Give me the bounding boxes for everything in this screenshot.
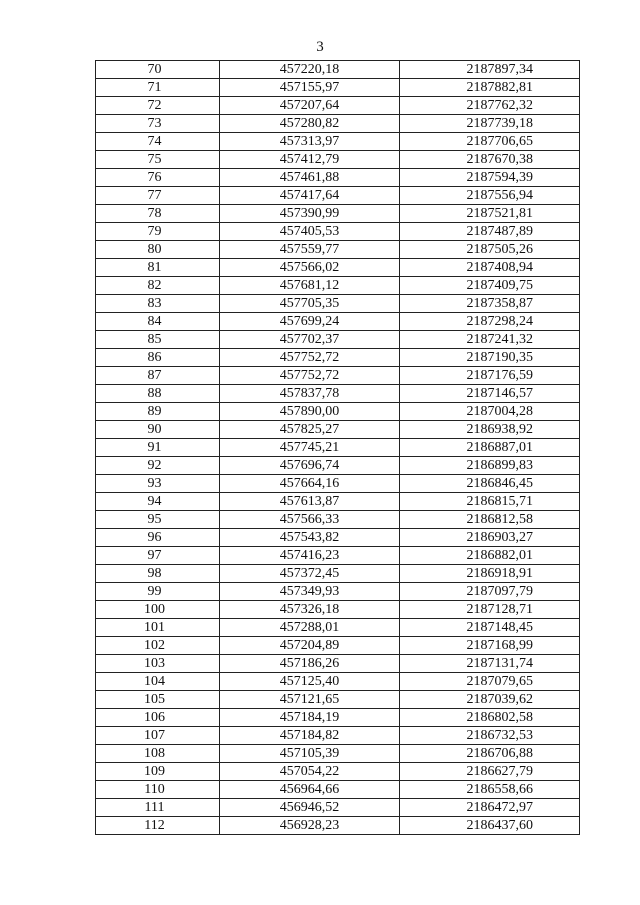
point-number-cell: 80 — [96, 241, 220, 259]
x-coordinate-cell: 456928,23 — [220, 817, 400, 835]
point-number-cell: 103 — [96, 655, 220, 673]
x-coordinate-cell: 457220,18 — [220, 61, 400, 79]
table-row — [96, 457, 580, 475]
y-coordinate-cell: 2186918,91 — [400, 565, 580, 583]
x-coordinate-cell: 456964,66 — [220, 781, 400, 799]
x-coordinate-cell: 457288,01 — [220, 619, 400, 637]
y-coordinate-cell: 2186812,58 — [400, 511, 580, 529]
table-row — [96, 673, 580, 691]
y-coordinate-cell: 2187556,94 — [400, 187, 580, 205]
point-number-cell: 77 — [96, 187, 220, 205]
x-coordinate-cell: 457184,19 — [220, 709, 400, 727]
y-coordinate-cell: 2187594,39 — [400, 169, 580, 187]
table-row — [96, 223, 580, 241]
y-coordinate-cell: 2187897,34 — [400, 61, 580, 79]
table-row — [96, 331, 580, 349]
page-number: 3 — [316, 39, 324, 55]
table-row — [96, 421, 580, 439]
y-coordinate-cell: 2187128,71 — [400, 601, 580, 619]
y-coordinate-cell: 2187097,79 — [400, 583, 580, 601]
y-coordinate-cell: 2186627,79 — [400, 763, 580, 781]
table-row — [96, 187, 580, 205]
x-coordinate-cell: 457559,77 — [220, 241, 400, 259]
x-coordinate-cell: 457613,87 — [220, 493, 400, 511]
y-coordinate-cell: 2186472,97 — [400, 799, 580, 817]
table-row — [96, 133, 580, 151]
table-row — [96, 205, 580, 223]
x-coordinate-cell: 457313,97 — [220, 133, 400, 151]
table-row — [96, 97, 580, 115]
y-coordinate-cell: 2186846,45 — [400, 475, 580, 493]
point-number-cell: 87 — [96, 367, 220, 385]
table-row — [96, 475, 580, 493]
point-number-cell: 109 — [96, 763, 220, 781]
y-coordinate-cell: 2187408,94 — [400, 259, 580, 277]
x-coordinate-cell: 457705,35 — [220, 295, 400, 313]
point-number-cell: 83 — [96, 295, 220, 313]
point-number-cell: 91 — [96, 439, 220, 457]
point-number-cell: 108 — [96, 745, 220, 763]
table-row — [96, 781, 580, 799]
x-coordinate-cell: 457825,27 — [220, 421, 400, 439]
point-number-cell: 79 — [96, 223, 220, 241]
x-coordinate-cell: 457699,24 — [220, 313, 400, 331]
x-coordinate-cell: 457681,12 — [220, 277, 400, 295]
y-coordinate-cell: 2186437,60 — [400, 817, 580, 835]
y-coordinate-cell: 2187409,75 — [400, 277, 580, 295]
y-coordinate-cell: 2187882,81 — [400, 79, 580, 97]
table-row — [96, 727, 580, 745]
y-coordinate-cell: 2187039,62 — [400, 691, 580, 709]
x-coordinate-cell: 457186,26 — [220, 655, 400, 673]
point-number-cell: 106 — [96, 709, 220, 727]
x-coordinate-cell: 457461,88 — [220, 169, 400, 187]
x-coordinate-cell: 457566,02 — [220, 259, 400, 277]
y-coordinate-cell: 2187148,45 — [400, 619, 580, 637]
x-coordinate-cell: 457416,23 — [220, 547, 400, 565]
y-coordinate-cell: 2186887,01 — [400, 439, 580, 457]
point-number-cell: 93 — [96, 475, 220, 493]
point-number-cell: 101 — [96, 619, 220, 637]
point-number-cell: 70 — [96, 61, 220, 79]
y-coordinate-cell: 2186815,71 — [400, 493, 580, 511]
point-number-cell: 75 — [96, 151, 220, 169]
table-row — [96, 151, 580, 169]
y-coordinate-cell: 2186802,58 — [400, 709, 580, 727]
table-row — [96, 619, 580, 637]
table-row — [96, 529, 580, 547]
y-coordinate-cell: 2187168,99 — [400, 637, 580, 655]
table-row — [96, 115, 580, 133]
y-coordinate-cell: 2186903,27 — [400, 529, 580, 547]
y-coordinate-cell: 2187706,65 — [400, 133, 580, 151]
point-number-cell: 107 — [96, 727, 220, 745]
y-coordinate-cell: 2186558,66 — [400, 781, 580, 799]
point-number-cell: 110 — [96, 781, 220, 799]
point-number-cell: 85 — [96, 331, 220, 349]
table-row — [96, 349, 580, 367]
table-row — [96, 763, 580, 781]
table-row — [96, 61, 580, 79]
x-coordinate-cell: 457349,93 — [220, 583, 400, 601]
point-number-cell: 89 — [96, 403, 220, 421]
point-number-cell: 92 — [96, 457, 220, 475]
table-row — [96, 169, 580, 187]
table-row — [96, 241, 580, 259]
y-coordinate-cell: 2187521,81 — [400, 205, 580, 223]
x-coordinate-cell: 457696,74 — [220, 457, 400, 475]
x-coordinate-cell: 457566,33 — [220, 511, 400, 529]
y-coordinate-cell: 2186732,53 — [400, 727, 580, 745]
y-coordinate-cell: 2187298,24 — [400, 313, 580, 331]
table-row — [96, 547, 580, 565]
point-number-cell: 74 — [96, 133, 220, 151]
table-row — [96, 799, 580, 817]
coordinates-table-body — [96, 61, 580, 835]
x-coordinate-cell: 457184,82 — [220, 727, 400, 745]
x-coordinate-cell: 457204,89 — [220, 637, 400, 655]
x-coordinate-cell: 457837,78 — [220, 385, 400, 403]
table-row — [96, 259, 580, 277]
point-number-cell: 73 — [96, 115, 220, 133]
x-coordinate-cell: 457121,65 — [220, 691, 400, 709]
table-row — [96, 79, 580, 97]
point-number-cell: 71 — [96, 79, 220, 97]
point-number-cell: 90 — [96, 421, 220, 439]
x-coordinate-cell: 457890,00 — [220, 403, 400, 421]
point-number-cell: 99 — [96, 583, 220, 601]
table-row — [96, 817, 580, 835]
x-coordinate-cell: 457125,40 — [220, 673, 400, 691]
x-coordinate-cell: 457405,53 — [220, 223, 400, 241]
point-number-cell: 111 — [96, 799, 220, 817]
table-row — [96, 385, 580, 403]
x-coordinate-cell: 457752,72 — [220, 367, 400, 385]
point-number-cell: 81 — [96, 259, 220, 277]
y-coordinate-cell: 2186882,01 — [400, 547, 580, 565]
coordinates-table — [95, 60, 580, 835]
y-coordinate-cell: 2187670,38 — [400, 151, 580, 169]
point-number-cell: 112 — [96, 817, 220, 835]
y-coordinate-cell: 2187004,28 — [400, 403, 580, 421]
table-row — [96, 313, 580, 331]
x-coordinate-cell: 457326,18 — [220, 601, 400, 619]
x-coordinate-cell: 457752,72 — [220, 349, 400, 367]
point-number-cell: 104 — [96, 673, 220, 691]
y-coordinate-cell: 2187505,26 — [400, 241, 580, 259]
table-row — [96, 439, 580, 457]
point-number-cell: 100 — [96, 601, 220, 619]
table-row — [96, 493, 580, 511]
x-coordinate-cell: 456946,52 — [220, 799, 400, 817]
x-coordinate-cell: 457054,22 — [220, 763, 400, 781]
x-coordinate-cell: 457543,82 — [220, 529, 400, 547]
point-number-cell: 72 — [96, 97, 220, 115]
y-coordinate-cell: 2187762,32 — [400, 97, 580, 115]
y-coordinate-cell: 2187487,89 — [400, 223, 580, 241]
table-row — [96, 511, 580, 529]
y-coordinate-cell: 2187176,59 — [400, 367, 580, 385]
x-coordinate-cell: 457745,21 — [220, 439, 400, 457]
table-row — [96, 655, 580, 673]
x-coordinate-cell: 457207,64 — [220, 97, 400, 115]
point-number-cell: 76 — [96, 169, 220, 187]
table-row — [96, 367, 580, 385]
y-coordinate-cell: 2187358,87 — [400, 295, 580, 313]
point-number-cell: 98 — [96, 565, 220, 583]
y-coordinate-cell: 2187146,57 — [400, 385, 580, 403]
y-coordinate-cell: 2187131,74 — [400, 655, 580, 673]
y-coordinate-cell: 2186938,92 — [400, 421, 580, 439]
x-coordinate-cell: 457702,37 — [220, 331, 400, 349]
x-coordinate-cell: 457280,82 — [220, 115, 400, 133]
table-row — [96, 295, 580, 313]
point-number-cell: 82 — [96, 277, 220, 295]
y-coordinate-cell: 2187241,32 — [400, 331, 580, 349]
point-number-cell: 96 — [96, 529, 220, 547]
point-number-cell: 86 — [96, 349, 220, 367]
point-number-cell: 84 — [96, 313, 220, 331]
table-row — [96, 277, 580, 295]
point-number-cell: 95 — [96, 511, 220, 529]
x-coordinate-cell: 457412,79 — [220, 151, 400, 169]
point-number-cell: 105 — [96, 691, 220, 709]
y-coordinate-cell: 2187079,65 — [400, 673, 580, 691]
x-coordinate-cell: 457664,16 — [220, 475, 400, 493]
table-row — [96, 565, 580, 583]
table-row — [96, 691, 580, 709]
table-row — [96, 709, 580, 727]
y-coordinate-cell: 2187190,35 — [400, 349, 580, 367]
x-coordinate-cell: 457417,64 — [220, 187, 400, 205]
point-number-cell: 102 — [96, 637, 220, 655]
y-coordinate-cell: 2187739,18 — [400, 115, 580, 133]
table-row — [96, 403, 580, 421]
x-coordinate-cell: 457155,97 — [220, 79, 400, 97]
point-number-cell: 97 — [96, 547, 220, 565]
table-row — [96, 601, 580, 619]
point-number-cell: 88 — [96, 385, 220, 403]
x-coordinate-cell: 457372,45 — [220, 565, 400, 583]
x-coordinate-cell: 457390,99 — [220, 205, 400, 223]
table-row — [96, 745, 580, 763]
point-number-cell: 78 — [96, 205, 220, 223]
y-coordinate-cell: 2186899,83 — [400, 457, 580, 475]
table-row — [96, 637, 580, 655]
y-coordinate-cell: 2186706,88 — [400, 745, 580, 763]
table-row — [96, 583, 580, 601]
point-number-cell: 94 — [96, 493, 220, 511]
x-coordinate-cell: 457105,39 — [220, 745, 400, 763]
